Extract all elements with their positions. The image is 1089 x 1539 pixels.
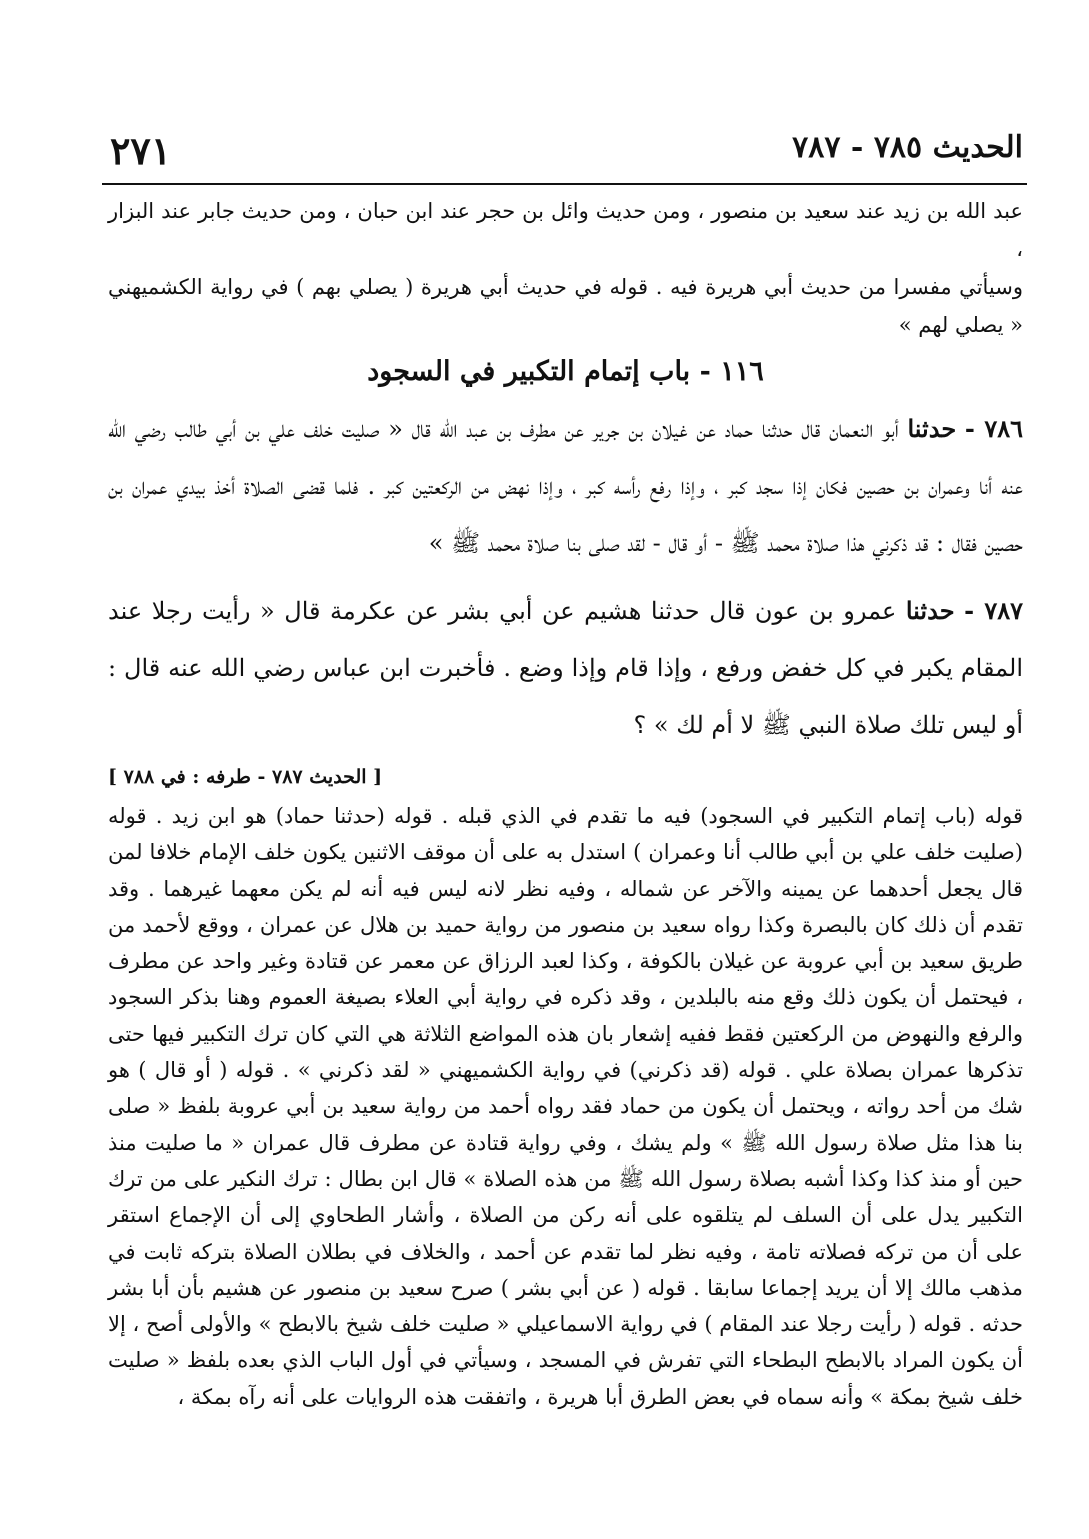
hadith-text: أبو النعمان قال حدثنا حماد عن غيلان بن جرير عن مطرف بن عبد الله قال « صليت خلف علي بن أبي طالب رضي الله عنه أنا وعمران بن حصين فكان إذا سجد كبر ، وإذا رفع رأسه كبر ، وإذا نهض من الركعتين كبر . فلما قضى الصلاة أخذ بيدي عمران بن حصين فقال : قد ذكرني هذا صلاة محمد ﷺ - أو قال - لقد صلى بنا صلاة محمد ﷺ » <box>108 415 1023 557</box>
hadith-opening: حدثنا <box>905 596 955 625</box>
hadith-786 <box>108 400 1023 572</box>
running-title: الحديث ٧٨٥ - ٧٨٧ <box>792 130 1023 165</box>
page-header <box>110 128 1023 186</box>
hadith-number: ٧٨٦ - <box>964 414 1023 443</box>
hadith-opening: حدثنا <box>907 414 957 443</box>
commentary-paragraph: قوله (باب إتمام التكبير في السجود) فيه ما تقدم في الذي قبله . قوله (حدثنا حماد) هو ابن زيد . قوله (صليت خلف علي بن أبي طالب أنا وعمران ) استدل به على أن موقف الاثنين يكون خلف الإمام خلافا لمن قال يجعل أحدهما عن يمينه والآخر عن شماله ، وفيه نظر لانه ليس فيه أنه لم يكن معهما غيرهما . وقد تقدم أن ذلك كان بالبصرة وكذا رواه سعيد بن منصور من رواية حميد بن هلال عن عمران ، ووقع لأحمد من طريق سعيد بن أبي عروبة عن غيلان بالكوفة ، وكذا لعبد الرزاق عن معمر عن قتادة وغير واحد عن مطرف ، فيحتمل أن يكون ذلك وقع منه بالبلدين ، وقد ذكره في رواية أبي العلاء بصيغة العموم وهنا بذكر السجود والرفع والنهوض من الركعتين فقط ففيه إشعار بان هذه المواضع الثلاثة هي التي كان ترك التكبير فيها حتى تذكرها عمران بصلاة علي . قوله (قد ذكرني) في رواية الكشميهني « لقد ذكرني » . قوله ( أو قال ) هو شك من أحد رواته ، ويحتمل أن يكون من حماد فقد رواه أحمد من رواية سعيد بن أبي عروبة بلفظ « صلى بنا هذا مثل صلاة رسول الله ﷺ » ولم يشك ، وفي رواية قتادة عن مطرف قال عمران « ما صليت منذ حين أو منذ كذا وكذا أشبه بصلاة رسول الله ﷺ من هذه الصلاة » قال ابن بطال : ترك النكير على من ترك التكبير يدل على أن السلف لم يتلقوه على أنه ركن من الصلاة ، وأشار الطحاوي إلى أن الإجماع استقر على أن من تركه فصلاته تامة ، وفيه نظر لما تقدم عن أحمد ، والخلاف في بطلان الصلاة بتركه ثابت في مذهب مالك إلا أن يريد إجماعا سابقا . قوله ( عن أبي بشر ) صرح سعيد بن منصور عن هشيم بأن أبا بشر حدثه . قوله ( رأيت رجلا عند المقام ) في رواية الاسماعيلي « صليت خلف شيخ بالابطح » والأولى أصح ، إلا أن يكون المراد بالابطح البطحاء التي تفرش في المسجد ، وسيأتي في أول الباب الذي بعده بلفظ « صليت خلف شيخ بمكة » وأنه سماه في بعض الطرق أبا هريرة ، واتفقت هذه الروايات على أنه رآه بمكة ، <box>108 804 1023 1409</box>
hadith-text: عمرو بن عون قال حدثنا هشيم عن أبي بشر عن عكرمة قال « رأيت رجلا عند المقام يكبر في كل خفض ورفع ، وإذا قام وإذا وضع . فأخبرت ابن عباس رضي الله عنه قال : أو ليس تلك صلاة النبي ﷺ لا أم لك » ؟ <box>108 597 1023 739</box>
page-body <box>108 192 1023 1415</box>
cross-reference: [ الحديث ٧٨٧ - طرفه : في ٧٨٨ ] <box>108 766 383 788</box>
intro-line-1: عبد الله بن زيد عند سعيد بن منصور ، ومن حديث وائل بن حجر عند ابن حبان ، ومن حديث جابر عند البزار ، <box>108 199 1023 261</box>
chapter-heading: ١١٦ - باب إتمام التكبير في السجود <box>367 356 764 387</box>
hadith-number: ٧٨٧ - <box>964 596 1023 625</box>
page-number: ٢٧١ <box>110 128 172 173</box>
hadith-787 <box>108 582 1023 754</box>
header-rule <box>102 183 1027 185</box>
intro-line-2: وسيأتي مفسرا من حديث أبي هريرة فيه . قوله في حديث أبي هريرة ( يصلي بهم ) في رواية الكشميهني « يصلي لهم » <box>108 275 1023 337</box>
